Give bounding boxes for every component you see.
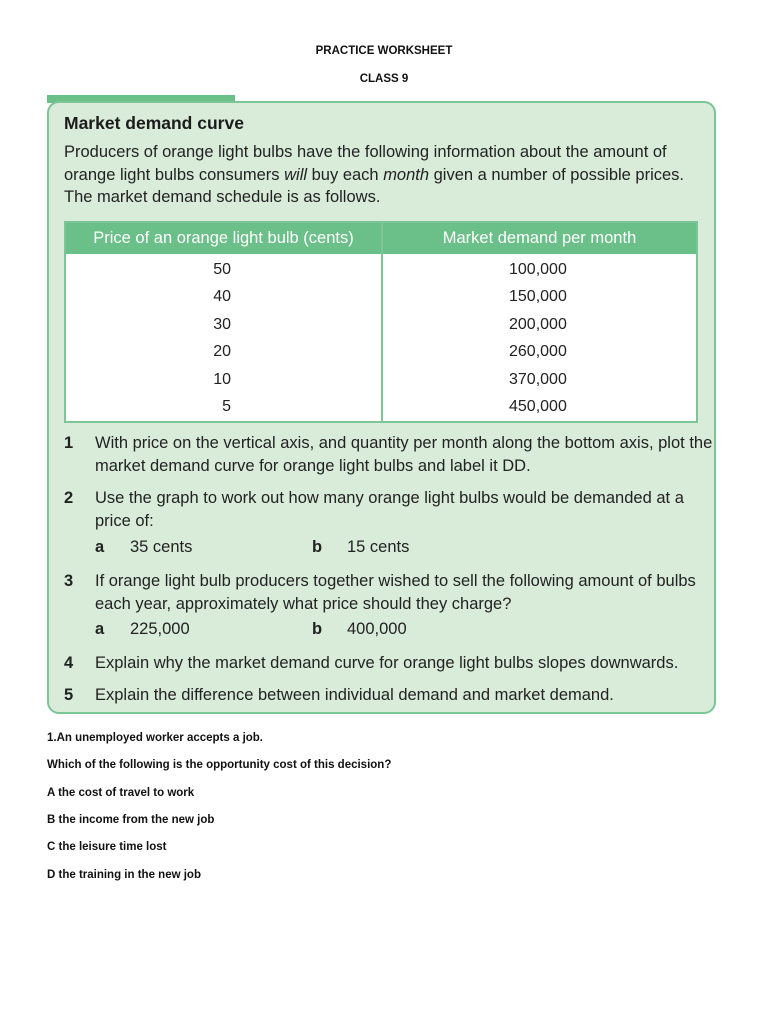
table-row xyxy=(65,284,697,312)
panel-intro xyxy=(64,141,704,209)
question-3 xyxy=(64,570,714,616)
question-number: 3 xyxy=(64,572,74,590)
demand-schedule-table xyxy=(64,221,698,423)
option-letter: a xyxy=(95,538,105,556)
price-cell: 50 xyxy=(213,260,231,278)
option-letter: b xyxy=(312,620,323,638)
question-4 xyxy=(64,652,714,675)
table-row xyxy=(65,339,697,367)
question-2-option-a xyxy=(95,538,192,557)
column-header-price: Price of an orange light bulb (cents) xyxy=(65,222,382,254)
mcq-option-b: B the income from the new job xyxy=(47,814,215,826)
demand-cell: 260,000 xyxy=(382,339,697,367)
class-label: CLASS 9 xyxy=(359,73,409,85)
question-3-option-a xyxy=(95,620,190,639)
mcq-option-c: C the leisure time lost xyxy=(47,841,167,853)
price-cell: 10 xyxy=(213,370,231,388)
demand-cell: 450,000 xyxy=(382,394,697,423)
option-text: 400,000 xyxy=(347,620,407,638)
intro-emphasis-month: month xyxy=(383,165,430,184)
question-text: Explain the difference between individual demand and market demand. xyxy=(95,686,614,704)
table-row xyxy=(65,311,697,339)
question-text: With price on the vertical axis, and quantity per month along the bottom axis, plot the market demand curve for orange light bulbs and label it DD. xyxy=(95,434,713,475)
intro-text-3: given a number of possible prices. The market demand schedule is as follows. xyxy=(64,165,685,206)
mcq-question: Which of the following is the opportunity cost of this decision? xyxy=(47,759,392,771)
table-row xyxy=(65,366,697,394)
demand-cell: 370,000 xyxy=(382,366,697,394)
intro-text-2: buy each xyxy=(307,165,384,184)
price-cell: 40 xyxy=(213,288,231,306)
panel-heading: Market demand curve xyxy=(64,113,244,133)
question-2-option-b xyxy=(312,538,409,557)
intro-text-1: Producers of orange light bulbs have the following information about the amount of orange light bulbs consumers xyxy=(64,143,667,184)
option-letter: a xyxy=(95,620,105,638)
question-1 xyxy=(64,432,714,478)
table-header-row xyxy=(65,222,697,254)
worksheet-title: PRACTICE WORKSHEET xyxy=(315,45,453,57)
demand-cell: 200,000 xyxy=(382,311,697,339)
option-text: 35 cents xyxy=(130,538,193,556)
question-number: 4 xyxy=(64,654,74,672)
demand-cell: 100,000 xyxy=(382,254,697,284)
question-3-option-b xyxy=(312,620,407,639)
question-number: 5 xyxy=(64,686,74,704)
question-5 xyxy=(64,684,714,707)
mcq-stem: 1.An unemployed worker accepts a job. xyxy=(47,732,264,744)
option-text: 15 cents xyxy=(347,538,410,556)
price-cell: 5 xyxy=(222,398,231,416)
question-2 xyxy=(64,487,714,533)
question-text: Use the graph to work out how many orange light bulbs would be demanded at a price of: xyxy=(95,489,684,530)
price-cell: 20 xyxy=(213,343,231,361)
question-number: 1 xyxy=(64,434,74,452)
table-row xyxy=(65,394,697,423)
question-text: If orange light bulb producers together wished to sell the following amount of bulbs each year, approximately what price should they charge? xyxy=(95,572,696,613)
mcq-option-a: A the cost of travel to work xyxy=(47,787,195,799)
intro-emphasis-will: will xyxy=(284,165,308,184)
option-text: 225,000 xyxy=(130,620,190,638)
demand-cell: 150,000 xyxy=(382,284,697,312)
price-cell: 30 xyxy=(213,315,231,333)
question-number: 2 xyxy=(64,489,74,507)
column-header-demand: Market demand per month xyxy=(382,222,697,254)
option-letter: b xyxy=(312,538,323,556)
question-text: Explain why the market demand curve for orange light bulbs slopes downwards. xyxy=(95,654,679,672)
mcq-option-d: D the training in the new job xyxy=(47,869,201,881)
table-row xyxy=(65,254,697,284)
